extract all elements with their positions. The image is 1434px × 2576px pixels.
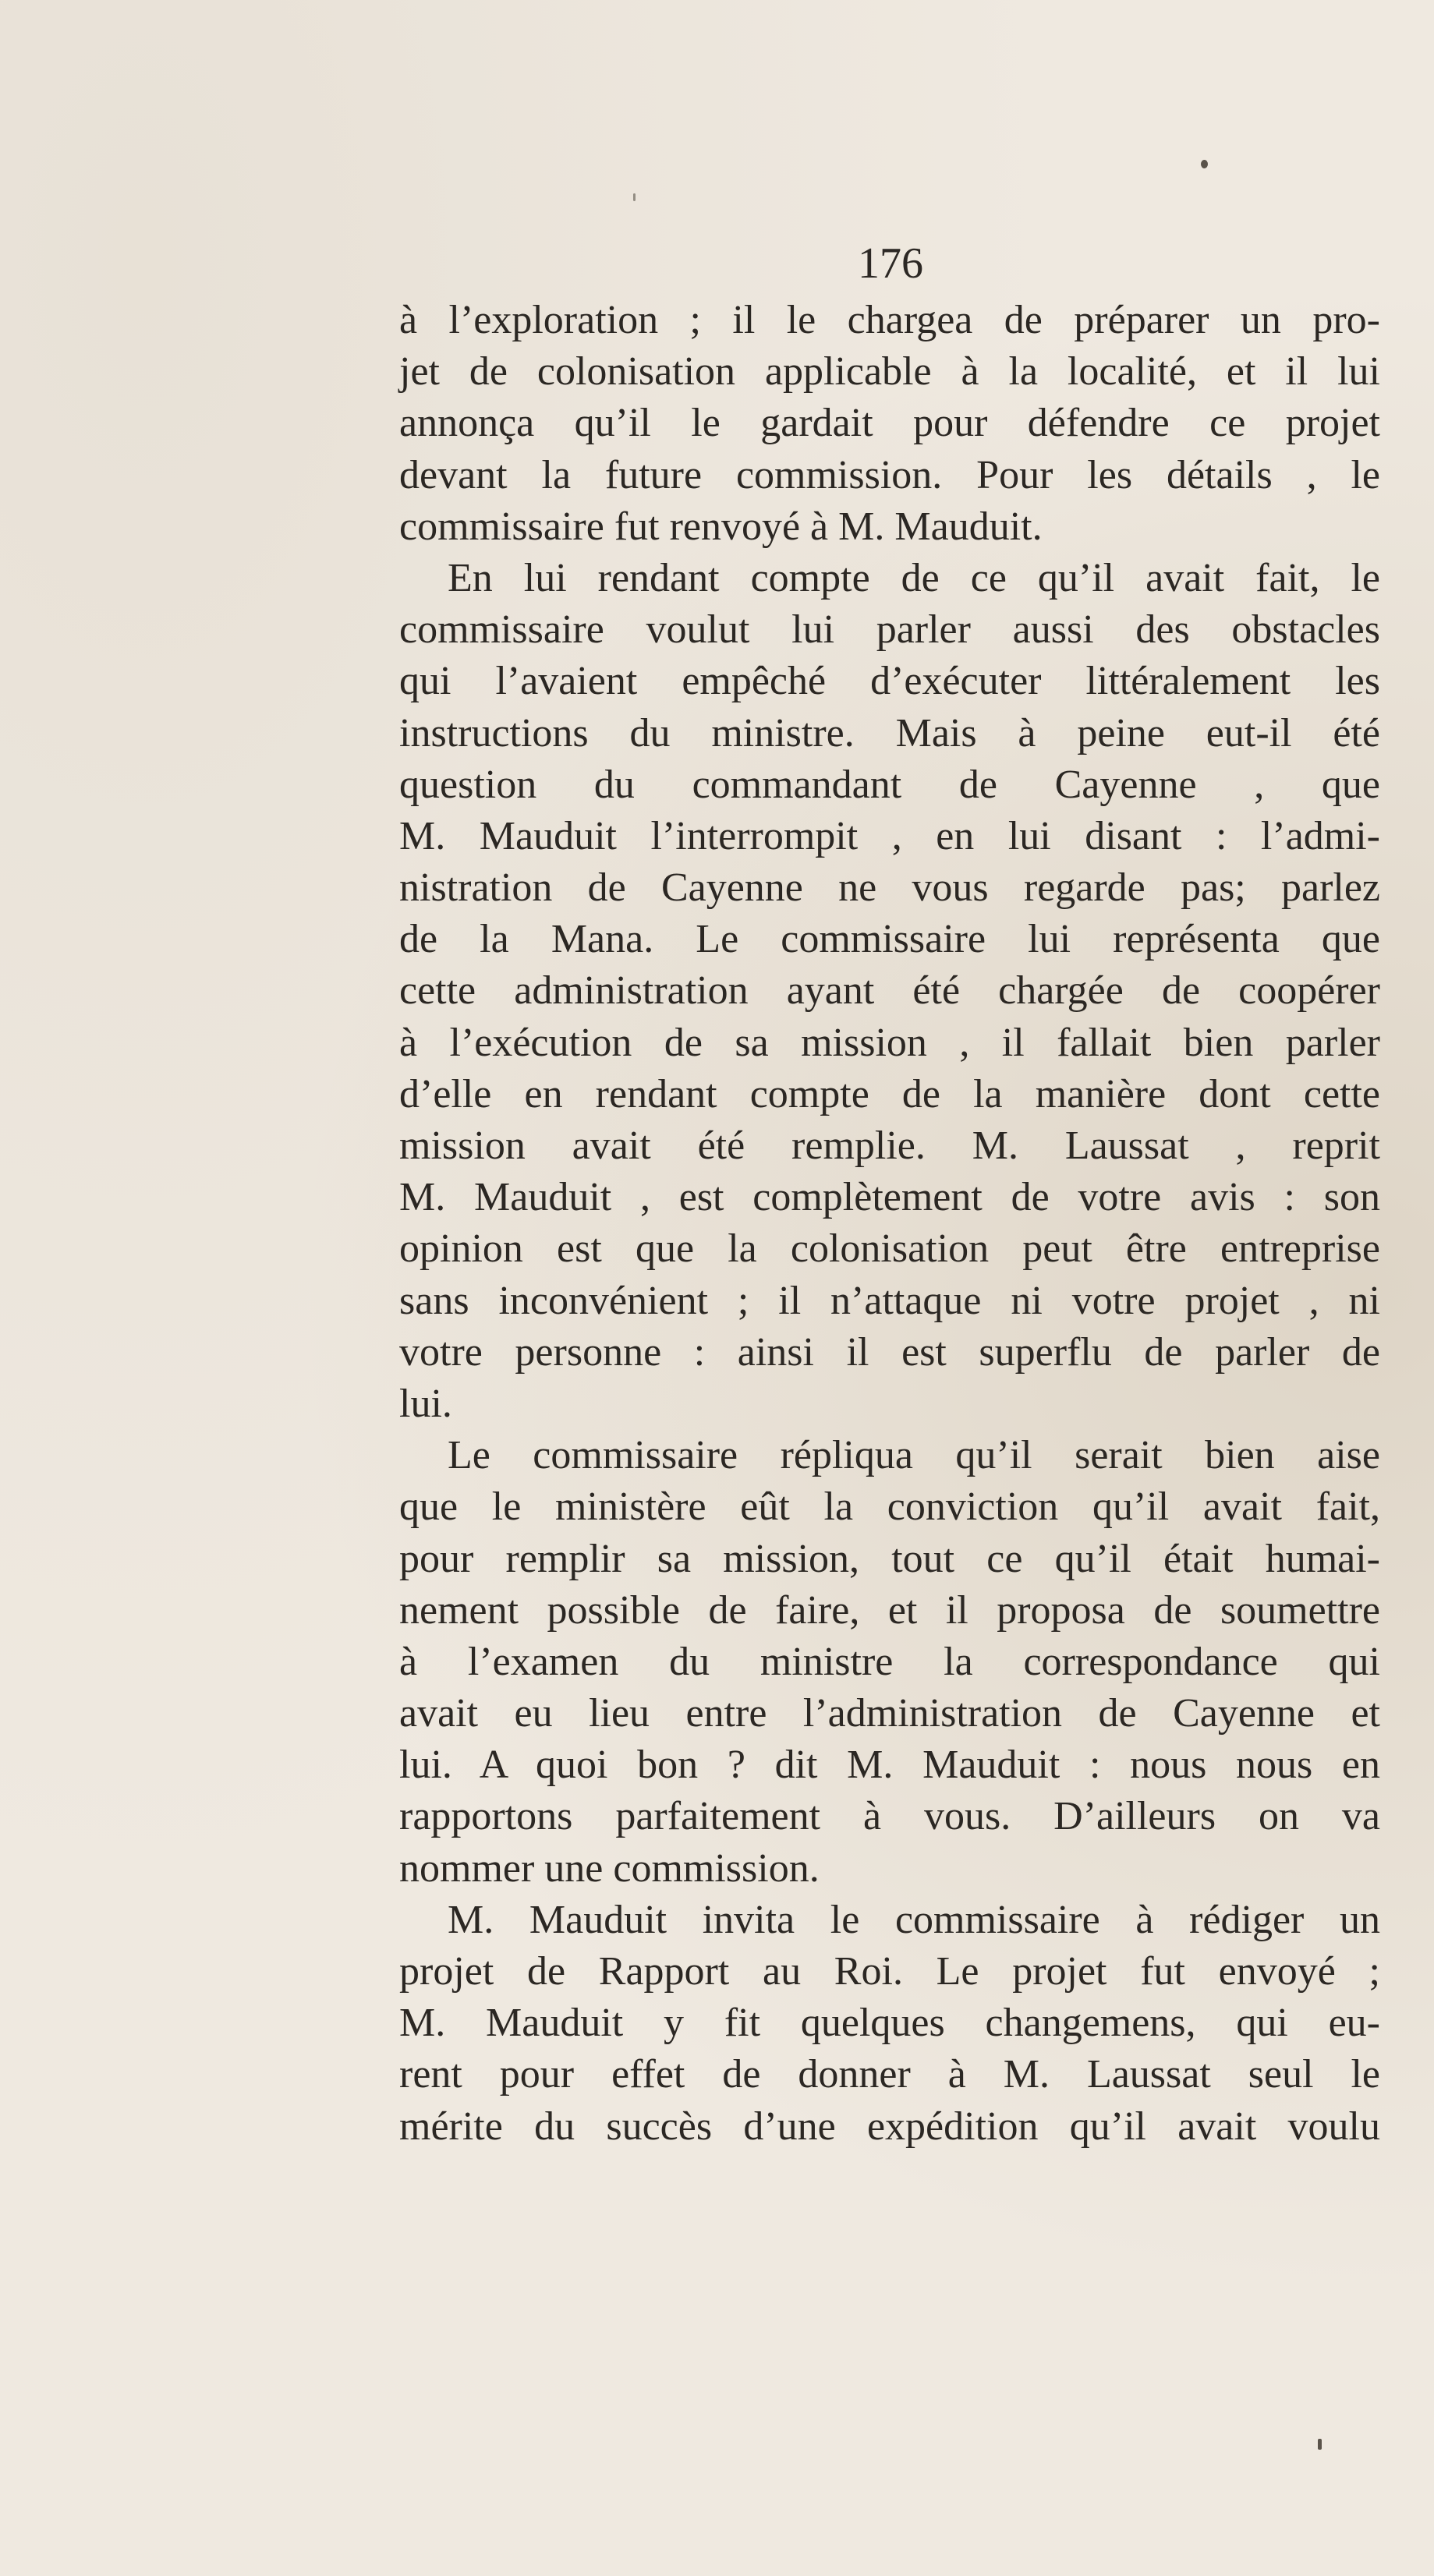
text-line: nement possible de faire, et il proposa de soumettre [399,1587,1380,1633]
text-line: En lui rendant compte de ce qu’il avait fait, le [448,555,1380,600]
text-line: de la Mana. Le commissaire lui représenta que [399,917,1380,962]
text-line: rapportons parfaitement à vous. D’ailleurs on va [399,1794,1380,1839]
text-line: d’elle en rendant compte de la manière dont cette [399,1071,1380,1116]
text-line: lui. [399,1381,452,1426]
text-line: cette administration ayant été chargée de coopérer [399,968,1380,1014]
text-line: avait eu lieu entre l’administration de Cayenne et [399,1691,1380,1736]
text-line: devant la future commission. Pour les détails , le [399,452,1380,497]
text-line: jet de colonisation applicable à la localité, et il lui [399,349,1380,395]
text-line: que le ministère eût la conviction qu’il avait fait, [399,1484,1380,1530]
text-line: commissaire fut renvoyé à M. Mauduit. [399,504,1043,549]
text-line: lui. A quoi bon ? dit M. Mauduit : nous nous en [399,1743,1380,1788]
text-line: nistration de Cayenne ne vous regarde pas; parlez [399,865,1380,911]
text-line: M. Mauduit , est complètement de votre avis : son [399,1175,1380,1220]
text-line: projet de Rapport au Roi. Le projet fut envoyé ; [399,1949,1380,1994]
text-line: mérite du succès d’une expédition qu’il avait voulu [399,2104,1380,2149]
paper-speck [1201,160,1208,168]
page-number: 176 [858,239,923,288]
text-line: à l’exploration ; il le chargea de préparer un pro- [399,298,1380,342]
paper-speck [1318,2439,1322,2450]
text-line: mission avait été remplie. M. Laussat , reprit [399,1123,1380,1168]
paper-speck [633,193,636,201]
text-line: nommer une commission. [399,1845,820,1891]
text-line: qui l’avaient empêché d’exécuter littéralement les [399,659,1380,704]
text-line: M. Mauduit l’interrompit , en lui disant : l’admi- [399,813,1380,858]
text-line: Le commissaire répliqua qu’il serait bien aise [448,1433,1380,1478]
text-line: opinion est que la colonisation peut être entreprise [399,1226,1380,1272]
body-text [399,295,1380,2153]
text-line: question du commandant de Cayenne , que [399,762,1380,807]
text-line: votre personne : ainsi il est superflu de parler de [399,1329,1380,1375]
text-line: à l’examen du ministre la correspondance qui [399,1639,1380,1684]
text-line: rent pour effet de donner à M. Laussat seul le [399,2052,1380,2097]
text-line: à l’exécution de sa mission , il fallait bien parler [399,1020,1380,1065]
text-line: commissaire voulut lui parler aussi des obstacles [399,607,1380,653]
text-line: annonça qu’il le gardait pour défendre ce projet [399,401,1380,446]
text-line: sans inconvénient ; il n’attaque ni votre projet , ni [399,1278,1380,1323]
text-line: M. Mauduit invita le commissaire à rédiger un [448,1897,1380,1942]
text-line: pour remplir sa mission, tout ce qu’il était humai- [399,1536,1380,1581]
text-line: instructions du ministre. Mais à peine eut-il été [399,710,1380,755]
text-line: M. Mauduit y fit quelques changemens, qui eu- [399,2001,1380,2046]
